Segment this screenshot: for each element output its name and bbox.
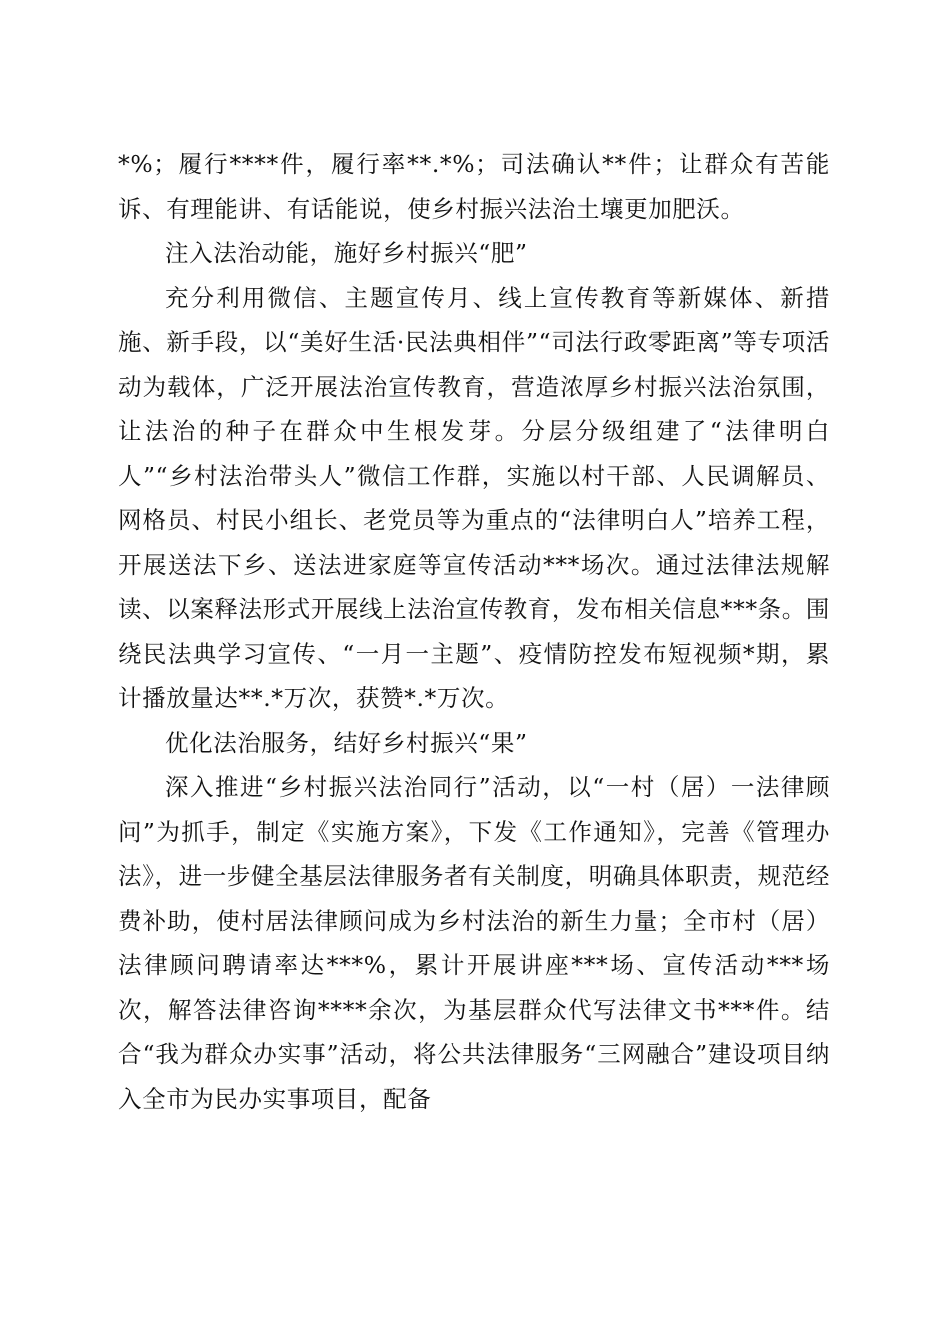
section-heading-fruit: 优化法治服务，结好乡村振兴“果” — [165, 728, 528, 757]
section-heading-fertilizer: 注入法治动能，施好乡村振兴“肥” — [165, 239, 528, 267]
paragraph-legal-publicity: 充分利用微信、主题宣传月、线上宣传教育等新媒体、新措施、新手段，以“美好生活·民法典相伴”“司法行政零距离”等专项活动为载体，广泛开展法治宣传教育，营造浓厚乡村振兴法治氛围，让法治的种子在群众中生根发芽。分层分级组建了“法律明白人”“乡村法治带头人”微信工作群，实施以村干部、人民调解员、网格员、村民小组长、老党员等为重点的“法律明白人”培养工程，开展送法下乡、送法进家庭等宣传活动***场次。通过法律法规解读、以案释法形式开展线上法治宣传教育，发布相关信息***条。围绕民法典学习宣传、“一月一主题”、疫情防控发布短视频*期，累计播放量达**.*万次，获赞*.*万次。 — [118, 283, 830, 712]
paragraph-continuation: *%；履行****件，履行率**.*%；司法确认**件；让群众有苦能诉、有理能讲、有话能说，使乡村振兴法治土壤更加肥沃。 — [118, 150, 830, 223]
paragraph-legal-services: 深入推进“乡村振兴法治同行”活动，以“一村（居）一法律顾问”为抓手，制定《实施方案》，下发《工作通知》，完善《管理办法》，进一步健全基层法律服务者有关制度，明确具体职责，规范经费补助，使村居法律顾问成为乡村法治的新生力量；全市村（居）法律顾问聘请率达***%，累计开展讲座***场、宣传活动***场次，解答法律咨询****余次，为基层群众代写法律文书***件。结合“我为群众办实事”活动，将公共法律服务“三网融合”建设项目纳入全市为民办实事项目，配备 — [118, 773, 830, 1113]
document-body — [118, 142, 830, 1121]
